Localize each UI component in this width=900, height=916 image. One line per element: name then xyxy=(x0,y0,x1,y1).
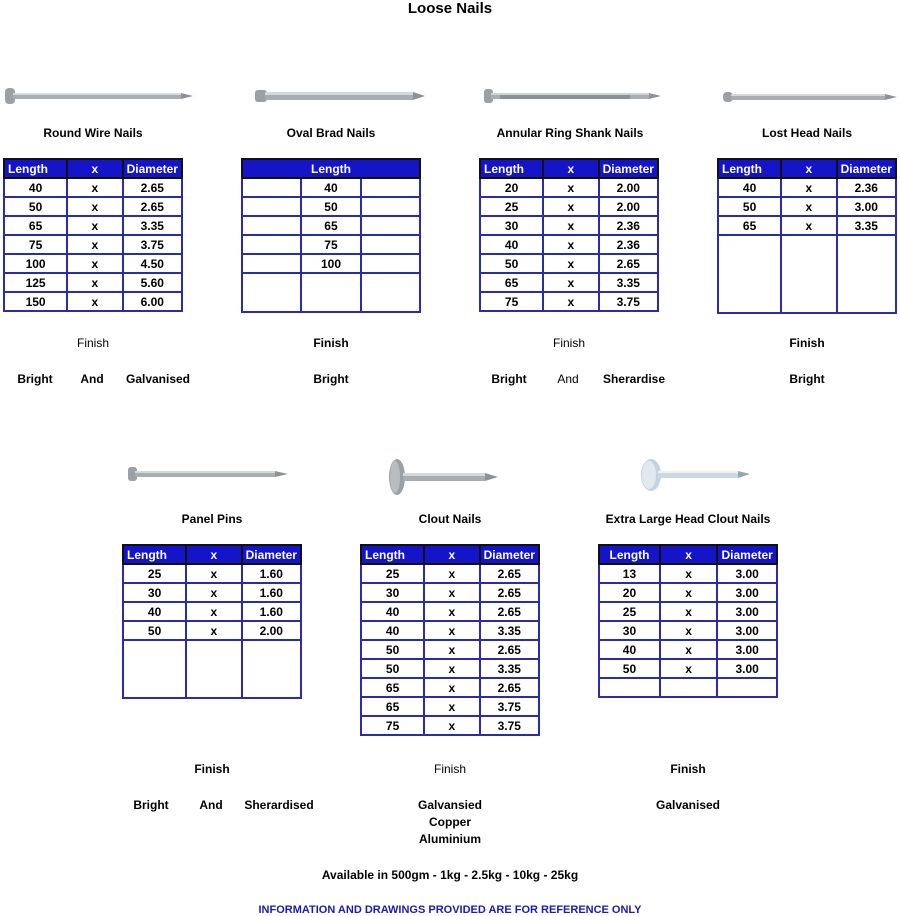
x-cell: x xyxy=(660,621,717,640)
x-cell: x xyxy=(67,235,122,254)
diameter-cell: 2.00 xyxy=(599,178,658,197)
table-row xyxy=(480,216,658,235)
column-header: x xyxy=(660,545,717,564)
table-row xyxy=(4,254,182,273)
table-row xyxy=(361,659,539,678)
finish-option: Galvansied xyxy=(417,798,483,812)
table-row xyxy=(123,602,301,621)
diameter-cell: 2.65 xyxy=(480,602,539,621)
panel-pin-illustration xyxy=(128,465,290,483)
table-row-empty xyxy=(599,678,777,697)
length-cell: 25 xyxy=(123,564,186,583)
finish-connector: And xyxy=(80,372,104,386)
table-row xyxy=(4,273,182,292)
diameter-cell: 6.00 xyxy=(123,292,182,311)
table-row xyxy=(480,254,658,273)
x-cell: x xyxy=(67,178,122,197)
column-header: x xyxy=(67,159,122,178)
length-cell: 40 xyxy=(123,602,186,621)
diameter-cell: 2.36 xyxy=(599,235,658,254)
x-cell: x xyxy=(781,197,836,216)
diameter-cell: 2.65 xyxy=(480,564,539,583)
diameter-cell: 3.75 xyxy=(599,292,658,311)
diameter-cell: 3.75 xyxy=(123,235,182,254)
length-cell: 100 xyxy=(301,254,361,273)
length-cell: 65 xyxy=(4,216,67,235)
x-cell: x xyxy=(543,178,598,197)
x-cell: x xyxy=(424,697,479,716)
diameter-cell: 3.75 xyxy=(480,697,539,716)
lost-head-nail-illustration xyxy=(723,88,899,106)
diameter-cell: 5.60 xyxy=(123,273,182,292)
page-title: Loose Nails xyxy=(407,0,493,17)
diameter-cell: 1.60 xyxy=(242,564,301,583)
table-row xyxy=(4,197,182,216)
x-cell: x xyxy=(781,178,836,197)
table-row xyxy=(242,178,420,197)
column-header: Diameter xyxy=(123,159,182,178)
diameter-cell: 2.65 xyxy=(123,197,182,216)
finish-option: Aluminium xyxy=(419,832,481,846)
spec-table-panel-pins xyxy=(122,544,302,699)
table-row xyxy=(123,564,301,583)
length-cell: 65 xyxy=(361,678,424,697)
diameter-cell: 3.75 xyxy=(480,716,539,735)
diameter-cell: 2.65 xyxy=(123,178,182,197)
length-cell: 30 xyxy=(599,621,660,640)
finish-label: Finish xyxy=(76,336,109,350)
diameter-cell: 2.36 xyxy=(837,178,896,197)
x-cell: x xyxy=(186,583,241,602)
diameter-cell: 2.65 xyxy=(599,254,658,273)
finish-label: Finish xyxy=(194,762,230,776)
diameter-cell: 1.60 xyxy=(242,602,301,621)
length-cell: 25 xyxy=(480,197,543,216)
column-header: Diameter xyxy=(599,159,658,178)
column-header: Diameter xyxy=(717,545,777,564)
table-row xyxy=(599,640,777,659)
length-cell: 40 xyxy=(718,178,781,197)
table-row xyxy=(599,621,777,640)
x-cell: x xyxy=(424,716,479,735)
column-header: Length xyxy=(599,545,660,564)
x-cell: x xyxy=(186,602,241,621)
table-row xyxy=(123,583,301,602)
x-cell: x xyxy=(660,602,717,621)
table-row xyxy=(4,235,182,254)
length-cell: 65 xyxy=(480,273,543,292)
length-cell: 13 xyxy=(599,564,660,583)
length-cell: 40 xyxy=(599,640,660,659)
x-cell: x xyxy=(660,564,717,583)
availability-note: Available in 500gm - 1kg - 2.5kg - 10kg - 25kg xyxy=(321,868,579,882)
finish-option: Bright xyxy=(491,372,527,386)
finish-option: Bright xyxy=(789,372,825,386)
x-cell: x xyxy=(186,564,241,583)
table-row xyxy=(361,678,539,697)
finish-label: Finish xyxy=(670,762,706,776)
finish-label: Finish xyxy=(313,336,349,350)
length-cell: 125 xyxy=(4,273,67,292)
product-name-panel-pins: Panel Pins xyxy=(181,512,243,526)
finish-label: Finish xyxy=(789,336,825,350)
x-cell: x xyxy=(67,254,122,273)
length-cell: 40 xyxy=(480,235,543,254)
x-cell: x xyxy=(660,583,717,602)
spec-table-annular-ring-shank-nails xyxy=(479,158,659,312)
column-header: x xyxy=(186,545,241,564)
diameter-cell: 2.65 xyxy=(480,678,539,697)
column-header: Length xyxy=(361,545,424,564)
table-row xyxy=(718,197,896,216)
length-cell: 20 xyxy=(480,178,543,197)
finish-option: Bright xyxy=(133,798,169,812)
table-row xyxy=(4,216,182,235)
table-row xyxy=(361,583,539,602)
length-cell: 50 xyxy=(599,659,660,678)
round-wire-nail-illustration xyxy=(5,86,195,106)
diameter-cell: 3.00 xyxy=(837,197,896,216)
spec-table-oval-brad-nails xyxy=(241,158,421,313)
product-name-oval-brad-nails: Oval Brad Nails xyxy=(286,126,376,140)
table-header-row xyxy=(242,159,420,178)
table-row xyxy=(4,292,182,311)
table-row xyxy=(480,292,658,311)
diameter-cell: 2.65 xyxy=(480,583,539,602)
product-name-lost-head-nails: Lost Head Nails xyxy=(761,126,853,140)
length-cell: 100 xyxy=(4,254,67,273)
column-header: Length xyxy=(4,159,67,178)
length-cell: 150 xyxy=(4,292,67,311)
length-cell: 40 xyxy=(301,178,361,197)
length-cell: 30 xyxy=(480,216,543,235)
x-cell: x xyxy=(67,197,122,216)
x-cell: x xyxy=(424,621,479,640)
length-cell: 20 xyxy=(599,583,660,602)
finish-option: Sherardised xyxy=(244,798,314,812)
length-cell: 25 xyxy=(599,602,660,621)
table-row xyxy=(242,216,420,235)
x-cell: x xyxy=(186,621,241,640)
table-row xyxy=(123,621,301,640)
diameter-cell: 3.35 xyxy=(123,216,182,235)
diameter-cell: 3.00 xyxy=(717,659,777,678)
table-row xyxy=(361,716,539,735)
length-cell: 40 xyxy=(4,178,67,197)
length-cell: 50 xyxy=(718,197,781,216)
annular-ring-shank-nail-illustration xyxy=(484,86,664,106)
diameter-cell: 3.00 xyxy=(717,621,777,640)
x-cell: x xyxy=(543,216,598,235)
table-row-empty xyxy=(242,273,420,312)
finish-connector: And xyxy=(557,372,579,386)
product-name-extra-large-head-clout-nails: Extra Large Head Clout Nails xyxy=(605,512,771,526)
length-cell: 50 xyxy=(480,254,543,273)
finish-option: Sherardise xyxy=(602,372,666,386)
diameter-cell: 3.35 xyxy=(480,621,539,640)
product-name-clout-nails: Clout Nails xyxy=(418,512,482,526)
column-header: Length xyxy=(718,159,781,178)
finish-option: Galvanised xyxy=(125,372,191,386)
length-cell: 75 xyxy=(301,235,361,254)
x-cell: x xyxy=(660,659,717,678)
table-row xyxy=(480,273,658,292)
length-cell: 75 xyxy=(361,716,424,735)
spec-table-lost-head-nails xyxy=(717,158,897,314)
table-row xyxy=(599,659,777,678)
table-header-row xyxy=(4,159,182,178)
column-header: x xyxy=(424,545,479,564)
x-cell: x xyxy=(543,292,598,311)
finish-option: Copper xyxy=(429,815,471,829)
length-cell: 75 xyxy=(480,292,543,311)
x-cell: x xyxy=(424,678,479,697)
x-cell: x xyxy=(424,602,479,621)
diameter-cell: 2.36 xyxy=(599,216,658,235)
spec-table-round-wire-nails xyxy=(3,158,183,312)
diameter-cell: 2.00 xyxy=(599,197,658,216)
diameter-cell: 2.65 xyxy=(480,640,539,659)
diameter-cell: 3.35 xyxy=(599,273,658,292)
x-cell: x xyxy=(543,197,598,216)
finish-connector: And xyxy=(199,798,223,812)
diameter-cell: 1.60 xyxy=(242,583,301,602)
clout-nail-illustration xyxy=(388,458,500,496)
length-cell: 50 xyxy=(361,659,424,678)
column-header: x xyxy=(543,159,598,178)
x-cell: x xyxy=(67,273,122,292)
length-cell: 50 xyxy=(123,621,186,640)
diameter-cell: 3.00 xyxy=(717,583,777,602)
table-row xyxy=(242,235,420,254)
oval-brad-nail-illustration xyxy=(255,86,427,106)
spec-table-extra-large-head-clout-nails xyxy=(598,544,778,698)
table-row xyxy=(480,178,658,197)
table-row xyxy=(480,235,658,254)
x-cell: x xyxy=(424,583,479,602)
table-header-row xyxy=(361,545,539,564)
length-cell: 50 xyxy=(301,197,361,216)
product-name-annular-ring-shank-nails: Annular Ring Shank Nails xyxy=(496,126,644,140)
length-cell: 50 xyxy=(361,640,424,659)
length-cell: 40 xyxy=(361,621,424,640)
column-header: Length xyxy=(123,545,186,564)
table-row xyxy=(718,216,896,235)
length-cell: 25 xyxy=(361,564,424,583)
column-header: Diameter xyxy=(837,159,896,178)
length-cell: 65 xyxy=(301,216,361,235)
finish-option: Bright xyxy=(17,372,53,386)
table-row xyxy=(361,621,539,640)
table-row xyxy=(718,178,896,197)
diameter-cell: 3.35 xyxy=(480,659,539,678)
length-cell: 65 xyxy=(718,216,781,235)
table-header-row xyxy=(123,545,301,564)
x-cell: x xyxy=(424,640,479,659)
table-row-empty xyxy=(718,235,896,313)
column-header: Diameter xyxy=(480,545,539,564)
spec-table-clout-nails xyxy=(360,544,540,736)
length-cell: 65 xyxy=(361,697,424,716)
table-row xyxy=(361,697,539,716)
extra-large-head-clout-nail-illustration xyxy=(640,458,752,496)
length-cell: 50 xyxy=(4,197,67,216)
table-row xyxy=(361,602,539,621)
table-row xyxy=(361,640,539,659)
length-cell: 30 xyxy=(361,583,424,602)
diameter-cell: 3.35 xyxy=(837,216,896,235)
column-header: Diameter xyxy=(242,545,301,564)
x-cell: x xyxy=(67,292,122,311)
table-row xyxy=(599,583,777,602)
table-row xyxy=(242,197,420,216)
x-cell: x xyxy=(424,564,479,583)
table-row xyxy=(361,564,539,583)
diameter-cell: 4.50 xyxy=(123,254,182,273)
column-header: Length xyxy=(242,159,420,178)
column-header: x xyxy=(781,159,836,178)
x-cell: x xyxy=(543,235,598,254)
x-cell: x xyxy=(543,273,598,292)
diameter-cell: 3.00 xyxy=(717,564,777,583)
table-row xyxy=(599,564,777,583)
column-header: Length xyxy=(480,159,543,178)
table-row xyxy=(480,197,658,216)
table-row xyxy=(599,602,777,621)
table-row-empty xyxy=(123,640,301,698)
table-header-row xyxy=(718,159,896,178)
x-cell: x xyxy=(424,659,479,678)
x-cell: x xyxy=(543,254,598,273)
table-row xyxy=(4,178,182,197)
table-header-row xyxy=(599,545,777,564)
length-cell: 30 xyxy=(123,583,186,602)
product-name-round-wire-nails: Round Wire Nails xyxy=(43,126,143,140)
diameter-cell: 2.00 xyxy=(242,621,301,640)
finish-option: Bright xyxy=(313,372,349,386)
finish-option: Galvanised xyxy=(655,798,721,812)
disclaimer: INFORMATION AND DRAWINGS PROVIDED ARE FOR REFERENCE ONLY xyxy=(258,904,642,916)
diameter-cell: 3.00 xyxy=(717,602,777,621)
diameter-cell: 3.00 xyxy=(717,640,777,659)
table-row xyxy=(242,254,420,273)
finish-label: Finish xyxy=(433,762,466,776)
table-header-row xyxy=(480,159,658,178)
length-cell: 40 xyxy=(361,602,424,621)
finish-label: Finish xyxy=(552,336,585,350)
length-cell: 75 xyxy=(4,235,67,254)
x-cell: x xyxy=(67,216,122,235)
x-cell: x xyxy=(660,640,717,659)
x-cell: x xyxy=(781,216,836,235)
